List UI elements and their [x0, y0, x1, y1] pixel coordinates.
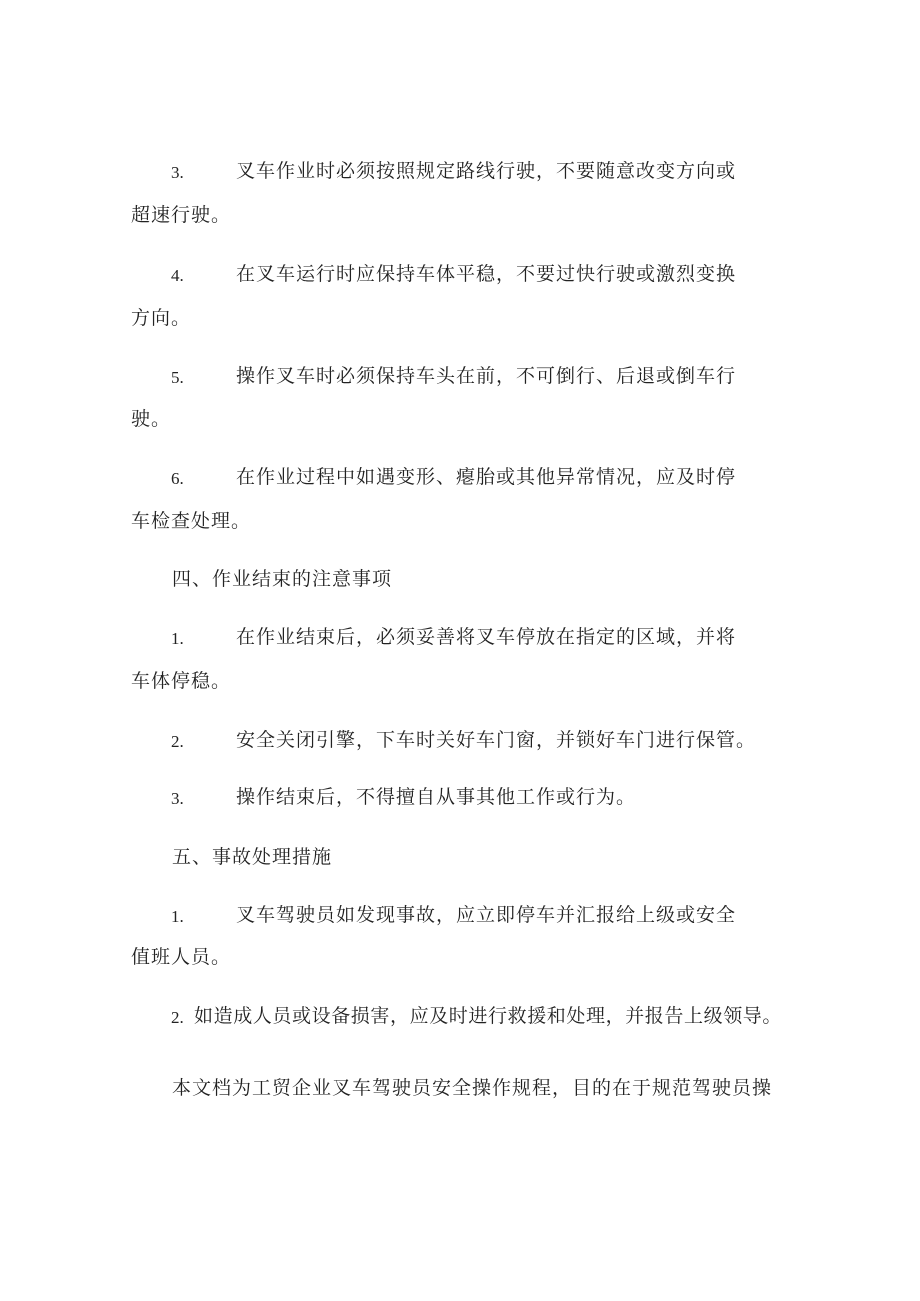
list-number: 1.: [171, 907, 184, 926]
list-item-text-continued: 值班人员。: [131, 946, 232, 968]
list-item-text: 在作业过程中如遇变形、瘪胎或其他异常情况，应及时停: [236, 466, 737, 488]
section-heading: 四、作业结束的注意事项: [172, 568, 393, 590]
list-number: 4.: [171, 266, 184, 285]
list-item-text-continued: 车体停稳。: [131, 670, 232, 692]
section-heading: 五、事故处理措施: [172, 846, 333, 868]
list-item-text-continued: 车检查处理。: [131, 510, 252, 532]
list-number: 5.: [171, 368, 184, 387]
list-item-text: 叉车作业时必须按照规定路线行驶，不要随意改变方向或: [236, 160, 737, 182]
list-item-text: 安全关闭引擎，下车时关好车门窗，并锁好车门进行保管。: [236, 729, 757, 751]
list-number: 2.: [171, 1008, 184, 1027]
list-item-text: 叉车驾驶员如发现事故，应立即停车并汇报给上级或安全: [236, 904, 737, 926]
list-item-text-continued: 驶。: [131, 408, 172, 430]
list-number: 1.: [171, 629, 184, 648]
list-number: 2.: [171, 732, 184, 751]
list-item-text-continued: 方向。: [131, 307, 192, 329]
list-item-text: 操作叉车时必须保持车头在前，不可倒行、后退或倒车行: [236, 365, 737, 387]
list-item-text: 在作业结束后，必须妥善将叉车停放在指定的区域，并将: [236, 626, 737, 648]
list-item-text: 如造成人员或设备损害，应及时进行救援和处理，并报告上级领导。: [194, 1005, 783, 1027]
closing-paragraph: 本文档为工贸企业叉车驾驶员安全操作规程，目的在于规范驾驶员操: [172, 1077, 773, 1099]
list-item-text: 在叉车运行时应保持车体平稳，不要过快行驶或激烈变换: [236, 263, 737, 285]
list-number: 3.: [171, 163, 184, 182]
list-number: 3.: [171, 789, 184, 808]
list-number: 6.: [171, 469, 184, 488]
list-item-text: 操作结束后，不得擅自从事其他工作或行为。: [236, 786, 637, 808]
list-item-text-continued: 超速行驶。: [131, 204, 232, 226]
